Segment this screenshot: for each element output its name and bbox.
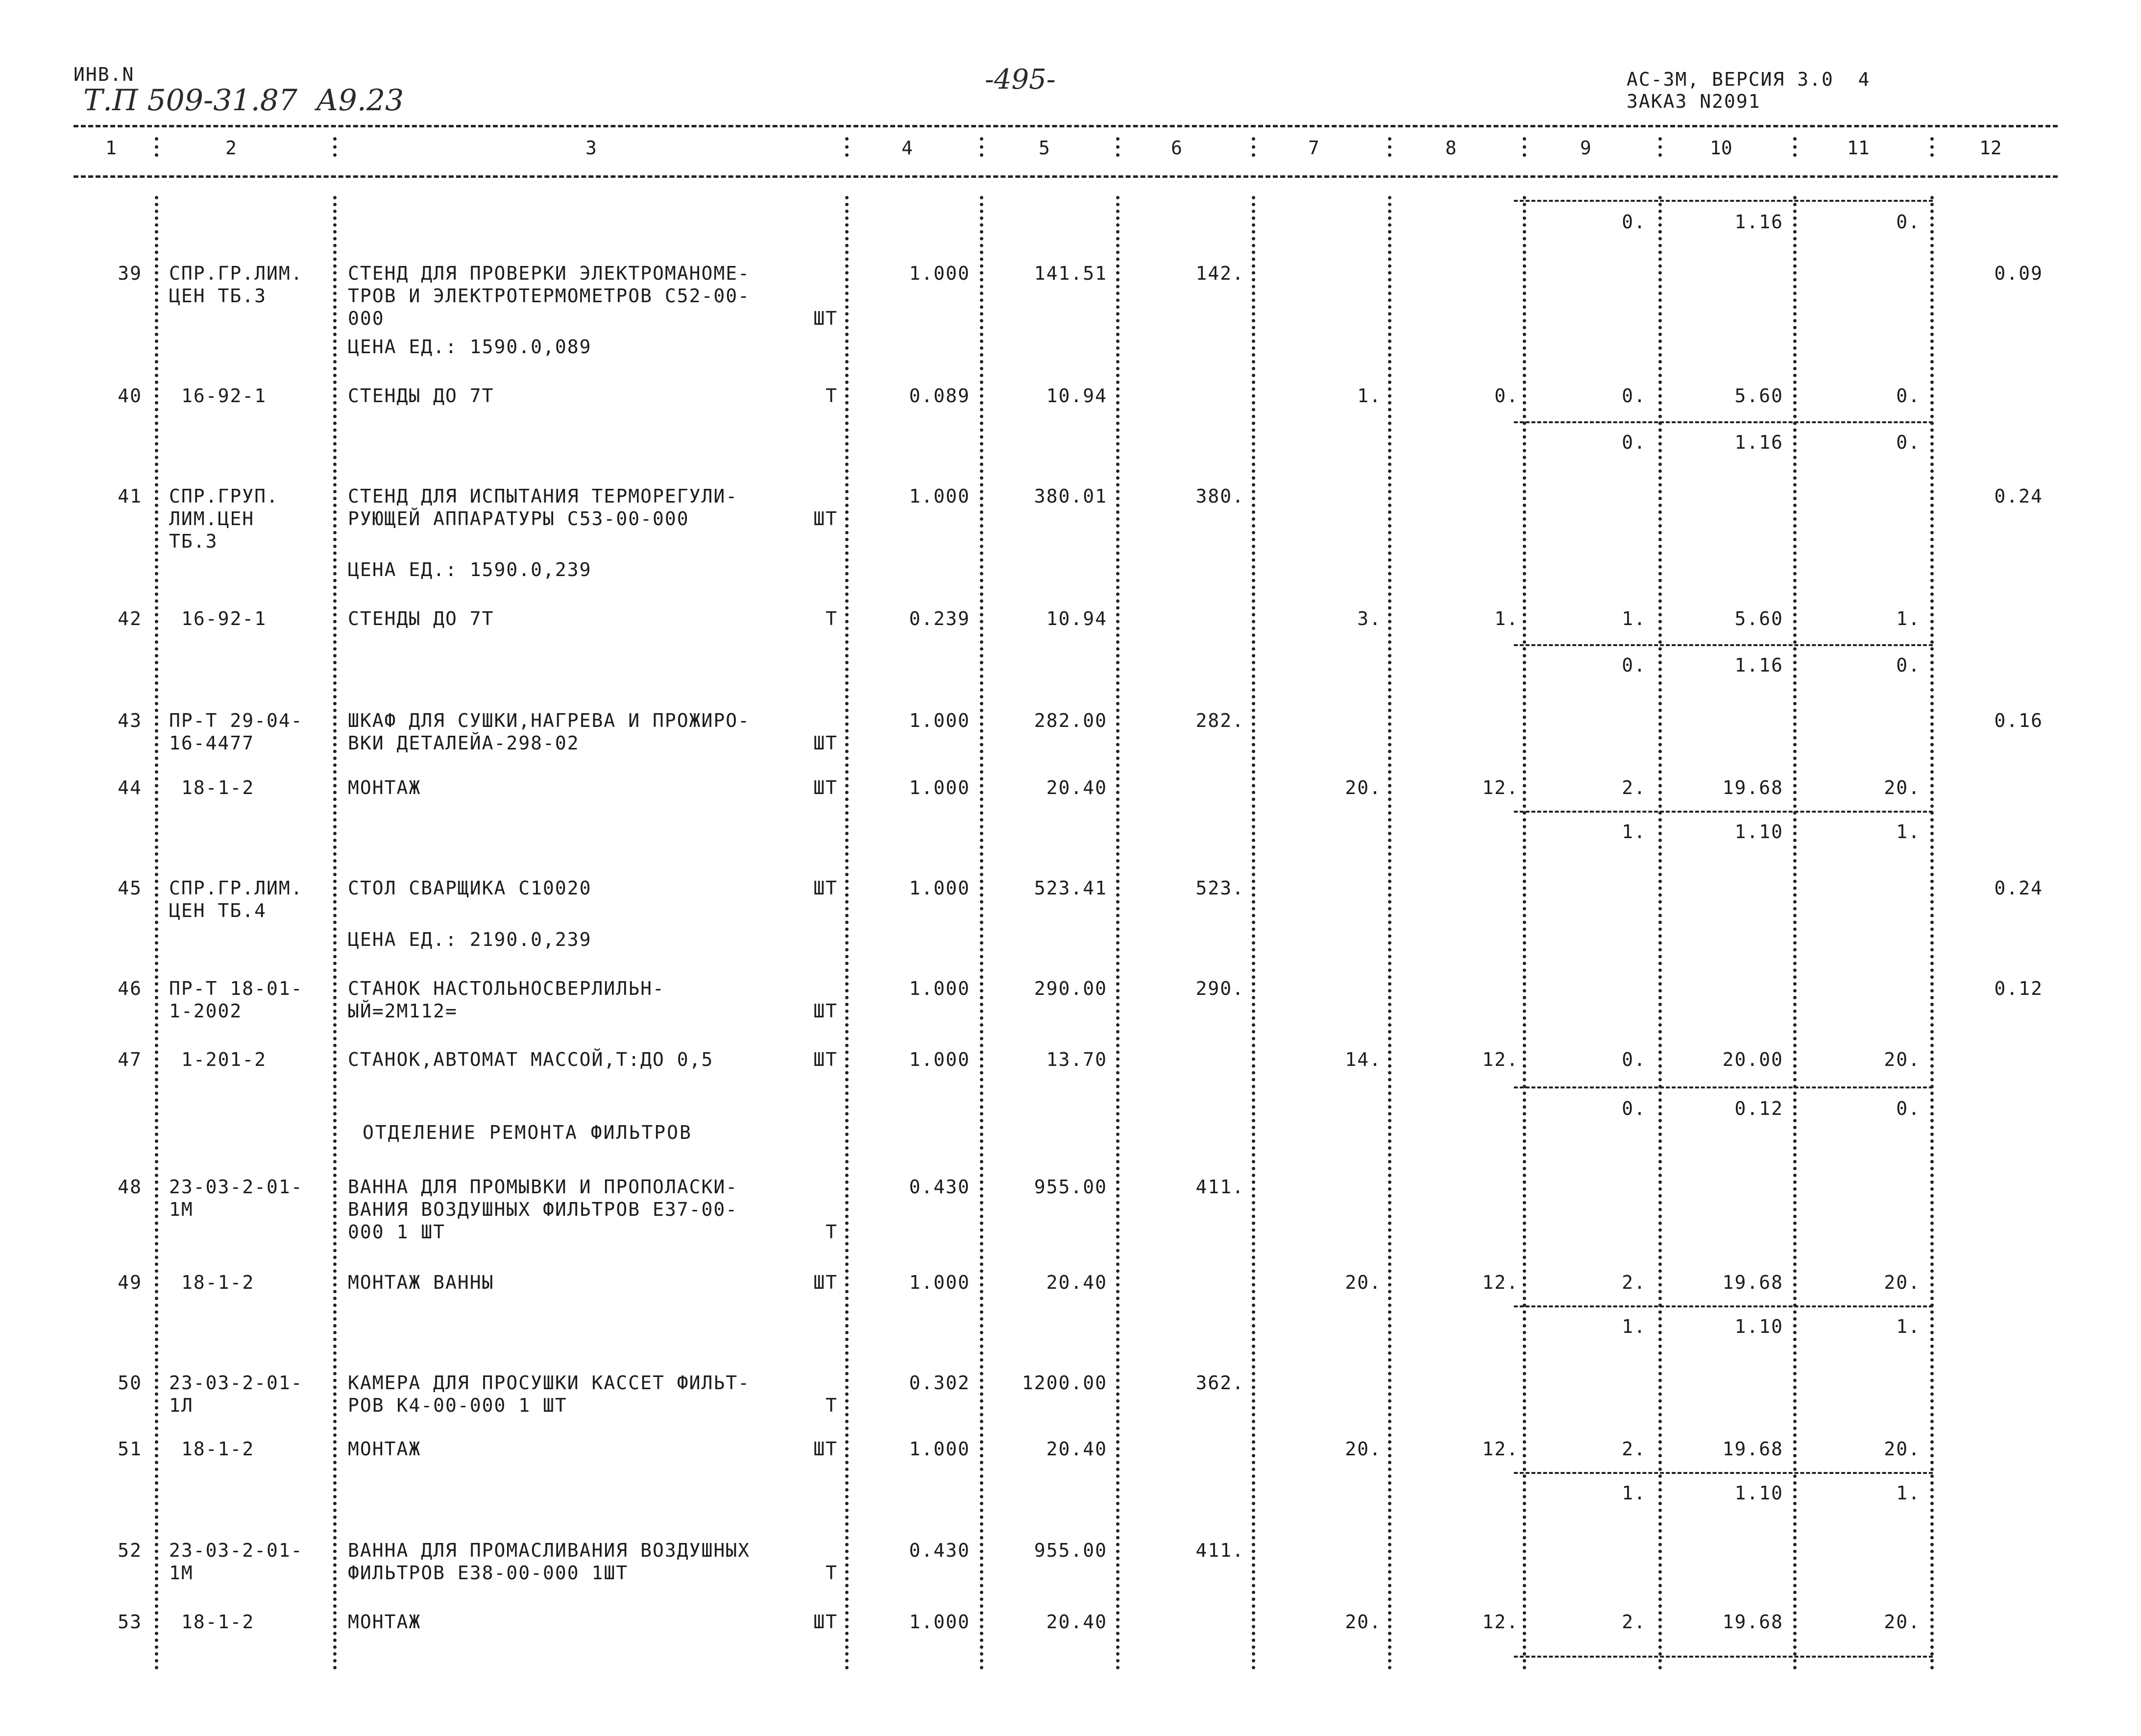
column-header: 12: [1979, 137, 2002, 159]
description-line: ШКАФ ДЛЯ СУШКИ,НАГРЕВА И ПРОЖИРО-: [348, 710, 750, 731]
unit: ШТ: [813, 777, 838, 798]
row-number: 53: [118, 1611, 142, 1633]
cell-col6: 380.: [1195, 485, 1244, 507]
unit-cost: 13.70: [1046, 1049, 1107, 1070]
description-line: КАМЕРА ДЛЯ ПРОСУШКИ КАССЕТ ФИЛЬТ-: [348, 1372, 750, 1394]
subtotal-cell: 1.10: [1734, 1482, 1783, 1504]
unit: ШТ: [813, 1272, 838, 1293]
column-header: 11: [1847, 137, 1870, 159]
row-number: 51: [118, 1438, 142, 1460]
unit-price-note: ЦЕНА ЕД.: 2190.0,239: [348, 929, 592, 950]
unit: ШТ: [813, 877, 838, 899]
unit-price-note: ЦЕНА ЕД.: 1590.0,239: [348, 559, 592, 580]
subtotal-rule: [1514, 200, 1933, 202]
col-separator: [155, 137, 158, 157]
cell-col8: 12.: [1482, 1272, 1519, 1293]
quantity: 1.000: [909, 263, 970, 284]
quantity: 0.430: [909, 1540, 970, 1561]
subtotal-cell: 1.16: [1734, 654, 1783, 676]
cell-col9: 0.: [1622, 1049, 1646, 1070]
column-header: 8: [1445, 137, 1457, 159]
cell-col11: 20.: [1884, 1049, 1921, 1070]
cell-col7: 20.: [1345, 777, 1382, 798]
row-number: 43: [118, 710, 142, 731]
quantity: 1.000: [909, 710, 970, 731]
cell-col10: 5.60: [1734, 385, 1783, 407]
subtotal-rule: [1514, 421, 1933, 423]
cell-col6: 290.: [1195, 978, 1244, 999]
code-line: 1М: [169, 1199, 194, 1220]
code-line: ЛИМ.ЦЕН: [169, 508, 255, 530]
description-line: СТЕНДЫ ДО 7Т: [348, 385, 494, 407]
col-separator: [333, 137, 337, 157]
quantity: 0.239: [909, 608, 970, 629]
row-number: 50: [118, 1372, 142, 1394]
inventory-label: ИНВ.N: [73, 64, 135, 85]
description-line: ТРОВ И ЭЛЕКТРОТЕРМОМЕТРОВ С52-00-: [348, 285, 750, 307]
unit-cost: 282.00: [1034, 710, 1107, 731]
code-line: 23-03-2-01-: [169, 1372, 303, 1394]
col-separator: [1658, 137, 1662, 157]
code-line: 16-92-1: [181, 385, 267, 407]
subtotal-cell: 1.10: [1734, 821, 1783, 843]
column-header: 2: [225, 137, 237, 159]
unit: ШТ: [813, 508, 838, 530]
cell-col9: 2.: [1622, 1272, 1646, 1293]
quantity: 1.000: [909, 1049, 970, 1070]
column-header: 10: [1710, 137, 1732, 159]
cell-col12: 0.12: [1994, 978, 2043, 999]
col-separator: [845, 196, 849, 1670]
cell-col11: 0.: [1896, 385, 1921, 407]
cell-col11: 20.: [1884, 777, 1921, 798]
cell-col11: 1.: [1896, 608, 1921, 629]
cell-col9: 2.: [1622, 1611, 1646, 1633]
subtotal-cell: 1.: [1896, 821, 1921, 843]
col-separator: [1930, 137, 1934, 157]
cell-col12: 0.16: [1994, 710, 2043, 731]
subtotal-cell: 1.: [1896, 1316, 1921, 1337]
code-line: СПР.ГР.ЛИМ.: [169, 877, 303, 899]
quantity: 1.000: [909, 485, 970, 507]
col-separator: [1793, 196, 1797, 1670]
cell-col11: 20.: [1884, 1438, 1921, 1460]
column-header: 9: [1580, 137, 1591, 159]
unit: Т: [826, 385, 838, 407]
quantity: 1.000: [909, 1438, 970, 1460]
cell-col6: 411.: [1195, 1540, 1244, 1561]
code-line: 16-92-1: [181, 608, 267, 629]
col-separator: [1523, 196, 1526, 1670]
unit-cost: 523.41: [1034, 877, 1107, 899]
code-line: ЦЕН ТБ.4: [169, 900, 267, 921]
cell-col8: 0.: [1494, 385, 1519, 407]
header-divider-bottom: [73, 175, 2058, 178]
cell-col9: 2.: [1622, 777, 1646, 798]
code-line: 1Л: [169, 1395, 194, 1416]
description-line: ВАННА ДЛЯ ПРОМАСЛИВАНИЯ ВОЗДУШНЫХ: [348, 1540, 750, 1561]
code-line: 16-4477: [169, 732, 255, 754]
section-title: ОТДЕЛЕНИЕ РЕМОНТА ФИЛЬТРОВ: [363, 1122, 692, 1143]
cell-col6: 411.: [1195, 1176, 1244, 1198]
cell-col8: 12.: [1482, 1438, 1519, 1460]
cell-col7: 14.: [1345, 1049, 1382, 1070]
page-number: -495-: [985, 64, 1056, 96]
cell-col10: 19.68: [1722, 1438, 1783, 1460]
cell-col12: 0.24: [1994, 485, 2043, 507]
order-number: ЗАКАЗ N2091: [1627, 91, 1761, 112]
column-header: 3: [585, 137, 597, 159]
unit-price-note: ЦЕНА ЕД.: 1590.0,089: [348, 336, 592, 358]
subtotal-rule: [1514, 811, 1933, 813]
description-line: МОНТАЖ: [348, 1611, 421, 1633]
subtotal-rule: [1514, 1656, 1933, 1658]
unit: ШТ: [813, 1000, 838, 1022]
quantity: 0.302: [909, 1372, 970, 1394]
row-number: 41: [118, 485, 142, 507]
row-number: 39: [118, 263, 142, 284]
description-line: РУЮЩЕЙ АППАРАТУРЫ С53-00-000: [348, 508, 689, 530]
cell-col10: 19.68: [1722, 777, 1783, 798]
subtotal-cell: 1.: [1622, 1316, 1646, 1337]
cell-col10: 19.68: [1722, 1611, 1783, 1633]
cell-col10: 19.68: [1722, 1272, 1783, 1293]
col-separator: [1523, 137, 1526, 157]
code-line: 23-03-2-01-: [169, 1176, 303, 1198]
cell-col7: 20.: [1345, 1272, 1382, 1293]
unit: ШТ: [813, 1438, 838, 1460]
header-divider-top: [73, 125, 2058, 127]
cell-col6: 142.: [1195, 263, 1244, 284]
unit: Т: [826, 1395, 838, 1416]
col-separator: [1116, 196, 1119, 1670]
col-separator: [980, 137, 983, 157]
cell-col9: 1.: [1622, 608, 1646, 629]
unit-cost: 10.94: [1046, 608, 1107, 629]
unit: ШТ: [813, 732, 838, 754]
cell-col8: 12.: [1482, 1611, 1519, 1633]
column-header: 5: [1039, 137, 1050, 159]
code-line: 18-1-2: [181, 1611, 255, 1633]
subtotal-cell: 1.10: [1734, 1316, 1783, 1337]
row-number: 46: [118, 978, 142, 999]
unit: Т: [826, 608, 838, 629]
col-separator: [980, 196, 983, 1670]
description-line: ВКИ ДЕТАЛЕЙА-298-02: [348, 732, 580, 754]
column-header: 6: [1171, 137, 1182, 159]
description-line: 000 1 ШТ: [348, 1221, 446, 1243]
description-line: МОНТАЖ: [348, 1438, 421, 1460]
handwritten-reference: Т.П 509-31.87 А9.23: [83, 83, 404, 118]
subtotal-cell: 1.: [1896, 1482, 1921, 1504]
cell-col10: 5.60: [1734, 608, 1783, 629]
description-line: ВАННА ДЛЯ ПРОМЫВКИ И ПРОПОЛАСКИ-: [348, 1176, 738, 1198]
cell-col8: 12.: [1482, 777, 1519, 798]
unit-cost: 955.00: [1034, 1540, 1107, 1561]
col-separator: [1793, 137, 1797, 157]
subtotal-rule: [1514, 644, 1933, 646]
unit-cost: 20.40: [1046, 1611, 1107, 1633]
cell-col11: 20.: [1884, 1272, 1921, 1293]
row-number: 44: [118, 777, 142, 798]
col-separator: [1658, 196, 1662, 1670]
description-line: СТАНОК,АВТОМАТ МАССОЙ,Т:ДО 0,5: [348, 1049, 714, 1070]
subtotal-cell: 0.: [1896, 432, 1921, 453]
unit-cost: 1200.00: [1022, 1372, 1107, 1394]
description-line: СТЕНД ДЛЯ ПРОВЕРКИ ЭЛЕКТРОМАНОМЕ-: [348, 263, 750, 284]
cell-col9: 2.: [1622, 1438, 1646, 1460]
unit-cost: 20.40: [1046, 1272, 1107, 1293]
unit-cost: 10.94: [1046, 385, 1107, 407]
cell-col8: 12.: [1482, 1049, 1519, 1070]
subtotal-cell: 1.16: [1734, 432, 1783, 453]
col-separator: [1252, 137, 1255, 157]
description-line: РОВ К4-00-000 1 ШТ: [348, 1395, 567, 1416]
cell-col12: 0.24: [1994, 877, 2043, 899]
subtotal-cell: 0.: [1622, 654, 1646, 676]
cell-col7: 20.: [1345, 1438, 1382, 1460]
subtotal-cell: 0.: [1896, 1098, 1921, 1119]
description-line: 000: [348, 308, 385, 329]
subtotal-cell: 0.: [1896, 211, 1921, 233]
col-separator: [1388, 196, 1391, 1670]
unit-cost: 20.40: [1046, 777, 1107, 798]
column-header: 7: [1308, 137, 1319, 159]
subtotal-rule: [1514, 1086, 1933, 1088]
column-header: 1: [105, 137, 117, 159]
unit: ШТ: [813, 1611, 838, 1633]
row-number: 40: [118, 385, 142, 407]
code-line: ЦЕН ТБ.3: [169, 285, 267, 307]
col-separator: [333, 196, 337, 1670]
cell-col7: 1.: [1357, 385, 1382, 407]
cell-col12: 0.09: [1994, 263, 2043, 284]
description-line: МОНТАЖ ВАННЫ: [348, 1272, 494, 1293]
unit: Т: [826, 1562, 838, 1584]
col-separator: [1116, 137, 1119, 157]
cell-col10: 20.00: [1722, 1049, 1783, 1070]
code-line: ТБ.3: [169, 530, 218, 552]
subtotal-cell: 1.16: [1734, 211, 1783, 233]
quantity: 0.089: [909, 385, 970, 407]
quantity: 1.000: [909, 978, 970, 999]
cell-col6: 282.: [1195, 710, 1244, 731]
subtotal-cell: 0.: [1896, 654, 1921, 676]
subtotal-cell: 1.: [1622, 821, 1646, 843]
col-separator: [845, 137, 849, 157]
description-line: СТЕНД ДЛЯ ИСПЫТАНИЯ ТЕРМОРЕГУЛИ-: [348, 485, 738, 507]
description-line: СТАНОК НАСТОЛЬНОСВЕРЛИЛЬН-: [348, 978, 665, 999]
code-line: СПР.ГР.ЛИМ.: [169, 263, 303, 284]
cell-col11: 20.: [1884, 1611, 1921, 1633]
col-separator: [1252, 196, 1255, 1670]
quantity: 0.430: [909, 1176, 970, 1198]
code-line: СПР.ГРУП.: [169, 485, 279, 507]
col-separator: [155, 196, 158, 1670]
unit-cost: 380.01: [1034, 485, 1107, 507]
description-line: СТОЛ СВАРЩИКА С10020: [348, 877, 592, 899]
row-number: 42: [118, 608, 142, 629]
col-separator: [1930, 196, 1934, 1670]
description-line: ФИЛЬТРОВ Е38-00-000 1ШТ: [348, 1562, 629, 1584]
subtotal-cell: 0.: [1622, 432, 1646, 453]
quantity: 1.000: [909, 877, 970, 899]
subtotal-cell: 0.: [1622, 211, 1646, 233]
description-line: ВАНИЯ ВОЗДУШНЫХ ФИЛЬТРОВ Е37-00-: [348, 1199, 738, 1220]
unit: ШТ: [813, 308, 838, 329]
description-line: СТЕНДЫ ДО 7Т: [348, 608, 494, 629]
subtotal-cell: 0.: [1622, 1098, 1646, 1119]
row-number: 49: [118, 1272, 142, 1293]
code-line: ПР-Т 18-01-: [169, 978, 303, 999]
cell-col6: 362.: [1195, 1372, 1244, 1394]
unit: Т: [826, 1221, 838, 1243]
unit-cost: 955.00: [1034, 1176, 1107, 1198]
subtotal-cell: 1.: [1622, 1482, 1646, 1504]
code-line: 1М: [169, 1562, 194, 1584]
code-line: 18-1-2: [181, 777, 255, 798]
row-number: 48: [118, 1176, 142, 1198]
code-line: ПР-Т 29-04-: [169, 710, 303, 731]
code-line: 18-1-2: [181, 1438, 255, 1460]
code-line: 23-03-2-01-: [169, 1540, 303, 1561]
unit: ШТ: [813, 1049, 838, 1070]
cell-col8: 1.: [1494, 608, 1519, 629]
cell-col7: 3.: [1357, 608, 1382, 629]
column-header: 4: [901, 137, 913, 159]
subtotal-rule: [1514, 1472, 1933, 1474]
subtotal-cell: 0.12: [1734, 1098, 1783, 1119]
cell-col9: 0.: [1622, 385, 1646, 407]
description-line: ЫЙ=2М112=: [348, 1000, 458, 1022]
code-line: 18-1-2: [181, 1272, 255, 1293]
unit-cost: 20.40: [1046, 1438, 1107, 1460]
row-number: 52: [118, 1540, 142, 1561]
quantity: 1.000: [909, 777, 970, 798]
col-separator: [1388, 137, 1391, 157]
quantity: 1.000: [909, 1272, 970, 1293]
code-line: 1-201-2: [181, 1049, 267, 1070]
cell-col6: 523.: [1195, 877, 1244, 899]
cell-col7: 20.: [1345, 1611, 1382, 1633]
quantity: 1.000: [909, 1611, 970, 1633]
description-line: МОНТАЖ: [348, 777, 421, 798]
code-line: 1-2002: [169, 1000, 243, 1022]
unit-cost: 141.51: [1034, 263, 1107, 284]
unit-cost: 290.00: [1034, 978, 1107, 999]
row-number: 45: [118, 877, 142, 899]
subtotal-rule: [1514, 1305, 1933, 1307]
row-number: 47: [118, 1049, 142, 1070]
system-version: АС-3М, ВЕРСИЯ 3.0 4: [1627, 69, 1871, 90]
